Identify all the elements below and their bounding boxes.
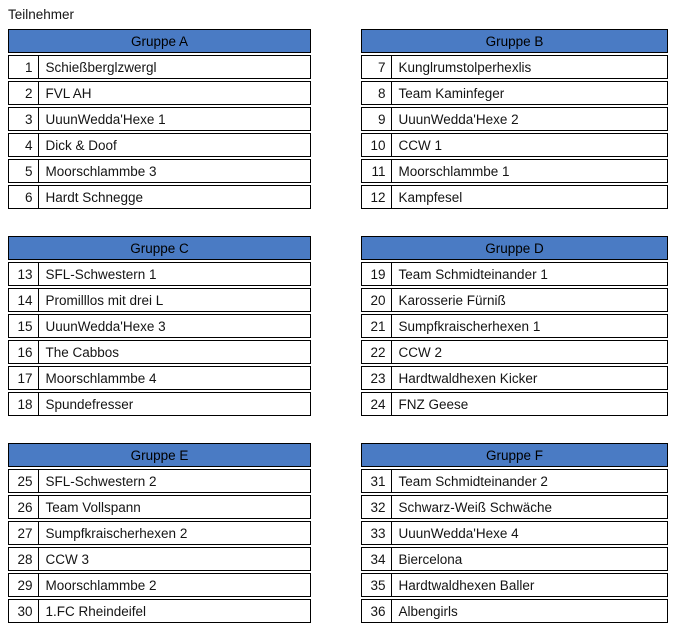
team-number-cell: 24	[362, 393, 392, 415]
team-name-cell: Schwarz-Weiß Schwäche	[398, 499, 553, 515]
team-number-cell: 35	[362, 574, 392, 596]
table-row	[8, 81, 311, 105]
team-name-cell: UuunWedda'Hexe 1	[45, 111, 166, 127]
team-number-cell: 16	[9, 341, 39, 363]
team-number-cell: 17	[9, 367, 39, 389]
table-row	[8, 599, 311, 623]
team-number-cell: 31	[362, 470, 392, 492]
team-name-cell: SFL-Schwestern 2	[45, 473, 157, 489]
group-rows	[361, 262, 668, 416]
table-row	[8, 133, 311, 157]
team-number-cell: 1	[9, 56, 39, 78]
team-number-cell: 33	[362, 522, 392, 544]
team-number-cell: 30	[9, 600, 39, 622]
team-number-cell: 27	[9, 522, 39, 544]
team-number-cell: 5	[9, 160, 39, 182]
team-name-cell: Hardtwaldhexen Baller	[398, 577, 535, 593]
team-name-cell: Hardtwaldhexen Kicker	[398, 370, 538, 386]
team-name-cell: Team Schmidteinander 2	[398, 473, 548, 489]
table-row	[361, 547, 668, 571]
team-name-cell: Kampfesel	[398, 189, 463, 205]
team-name-cell: Team Schmidteinander 1	[398, 266, 548, 282]
team-number-cell: 21	[362, 315, 392, 337]
team-name-cell: FVL AH	[45, 85, 92, 101]
team-number-cell: 25	[9, 470, 39, 492]
table-row	[361, 133, 668, 157]
team-name-cell: Sumpfkraischerhexen 1	[398, 318, 541, 334]
team-name-cell: Biercelona	[398, 551, 463, 567]
team-number-cell: 10	[362, 134, 392, 156]
team-number-cell: 29	[9, 574, 39, 596]
team-number-cell: 8	[362, 82, 392, 104]
table-row	[361, 262, 668, 286]
group-header	[361, 443, 668, 467]
table-row	[8, 314, 311, 338]
group-header	[8, 29, 311, 53]
team-name-cell: UuunWedda'Hexe 2	[398, 111, 519, 127]
team-name-cell: Moorschlammbe 3	[45, 163, 157, 179]
table-row	[361, 521, 668, 545]
team-name-cell: Karosserie Fürniß	[398, 292, 506, 308]
group-title: Gruppe F	[485, 447, 544, 463]
team-number-cell: 32	[362, 496, 392, 518]
team-name-cell: Hardt Schnegge	[45, 189, 144, 205]
team-number-cell: 15	[9, 315, 39, 337]
table-row	[8, 521, 311, 545]
team-number-cell: 18	[9, 393, 39, 415]
group-rows	[8, 469, 311, 623]
table-row	[8, 159, 311, 183]
team-number-cell: 23	[362, 367, 392, 389]
group-table	[8, 29, 311, 209]
table-row	[361, 185, 668, 209]
groups-grid	[8, 29, 677, 623]
table-row	[361, 81, 668, 105]
table-row	[361, 340, 668, 364]
table-row	[8, 469, 311, 493]
group-rows	[361, 55, 668, 209]
group-header	[361, 29, 668, 53]
team-name-cell: Spundefresser	[45, 396, 134, 412]
table-row	[8, 340, 311, 364]
team-name-cell: Team Kaminfeger	[398, 85, 505, 101]
team-name-cell: Moorschlammbe 1	[398, 163, 510, 179]
group-title: Gruppe E	[130, 447, 189, 463]
table-row	[361, 599, 668, 623]
team-name-cell: Promilllos mit drei L	[45, 292, 164, 308]
team-name-cell: Moorschlammbe 2	[45, 577, 157, 593]
group-title: Gruppe A	[130, 33, 189, 49]
table-row	[361, 159, 668, 183]
team-number-cell: 36	[362, 600, 392, 622]
group-title: Gruppe C	[130, 240, 189, 256]
team-name-cell: CCW 1	[398, 137, 442, 153]
team-name-cell: Kunglrumstolperhexlis	[398, 59, 532, 75]
group-header	[8, 236, 311, 260]
team-number-cell: 3	[9, 108, 39, 130]
team-number-cell: 26	[9, 496, 39, 518]
table-row	[8, 547, 311, 571]
team-name-cell: The Cabbos	[45, 344, 120, 360]
team-number-cell: 4	[9, 134, 39, 156]
table-row	[361, 107, 668, 131]
team-number-cell: 7	[362, 56, 392, 78]
table-row	[8, 262, 311, 286]
group-table	[361, 236, 668, 416]
team-number-cell: 9	[362, 108, 392, 130]
table-row	[8, 55, 311, 79]
team-name-cell: CCW 3	[45, 551, 89, 567]
team-number-cell: 6	[9, 186, 39, 208]
group-title: Gruppe D	[485, 240, 544, 256]
table-row	[8, 288, 311, 312]
team-name-cell: UuunWedda'Hexe 3	[45, 318, 166, 334]
team-name-cell: Albengirls	[398, 603, 458, 619]
team-number-cell: 28	[9, 548, 39, 570]
team-number-cell: 13	[9, 263, 39, 285]
team-name-cell: 1.FC Rheindeifel	[45, 603, 147, 619]
team-name-cell: FNZ Geese	[398, 396, 469, 412]
team-name-cell: CCW 2	[398, 344, 442, 360]
group-title: Gruppe B	[485, 33, 544, 49]
table-row	[8, 185, 311, 209]
team-number-cell: 2	[9, 82, 39, 104]
group-table	[361, 29, 668, 209]
team-name-cell: Sumpfkraischerhexen 2	[45, 525, 188, 541]
team-name-cell: Dick & Doof	[45, 137, 117, 153]
table-row	[361, 288, 668, 312]
team-name-cell: Moorschlammbe 4	[45, 370, 157, 386]
table-row	[8, 573, 311, 597]
team-name-cell: UuunWedda'Hexe 4	[398, 525, 519, 541]
team-number-cell: 14	[9, 289, 39, 311]
table-row	[8, 366, 311, 390]
team-name-cell: SFL-Schwestern 1	[45, 266, 157, 282]
team-number-cell: 19	[362, 263, 392, 285]
group-table	[8, 236, 311, 416]
group-rows	[8, 55, 311, 209]
team-name-cell: Team Vollspann	[45, 499, 141, 515]
table-row	[361, 55, 668, 79]
page-title: Teilnehmer	[8, 7, 75, 22]
group-header	[361, 236, 668, 260]
table-row	[361, 314, 668, 338]
group-rows	[8, 262, 311, 416]
table-row	[8, 107, 311, 131]
team-number-cell: 20	[362, 289, 392, 311]
table-row	[8, 495, 311, 519]
group-table	[8, 443, 311, 623]
table-row	[361, 392, 668, 416]
team-number-cell: 11	[362, 160, 392, 182]
team-number-cell: 12	[362, 186, 392, 208]
table-row	[361, 469, 668, 493]
group-rows	[361, 469, 668, 623]
team-number-cell: 34	[362, 548, 392, 570]
table-row	[361, 573, 668, 597]
team-name-cell: Schießberglzwergl	[45, 59, 157, 75]
table-row	[8, 392, 311, 416]
table-row	[361, 495, 668, 519]
group-header	[8, 443, 311, 467]
group-table	[361, 443, 668, 623]
table-row	[361, 366, 668, 390]
team-number-cell: 22	[362, 341, 392, 363]
